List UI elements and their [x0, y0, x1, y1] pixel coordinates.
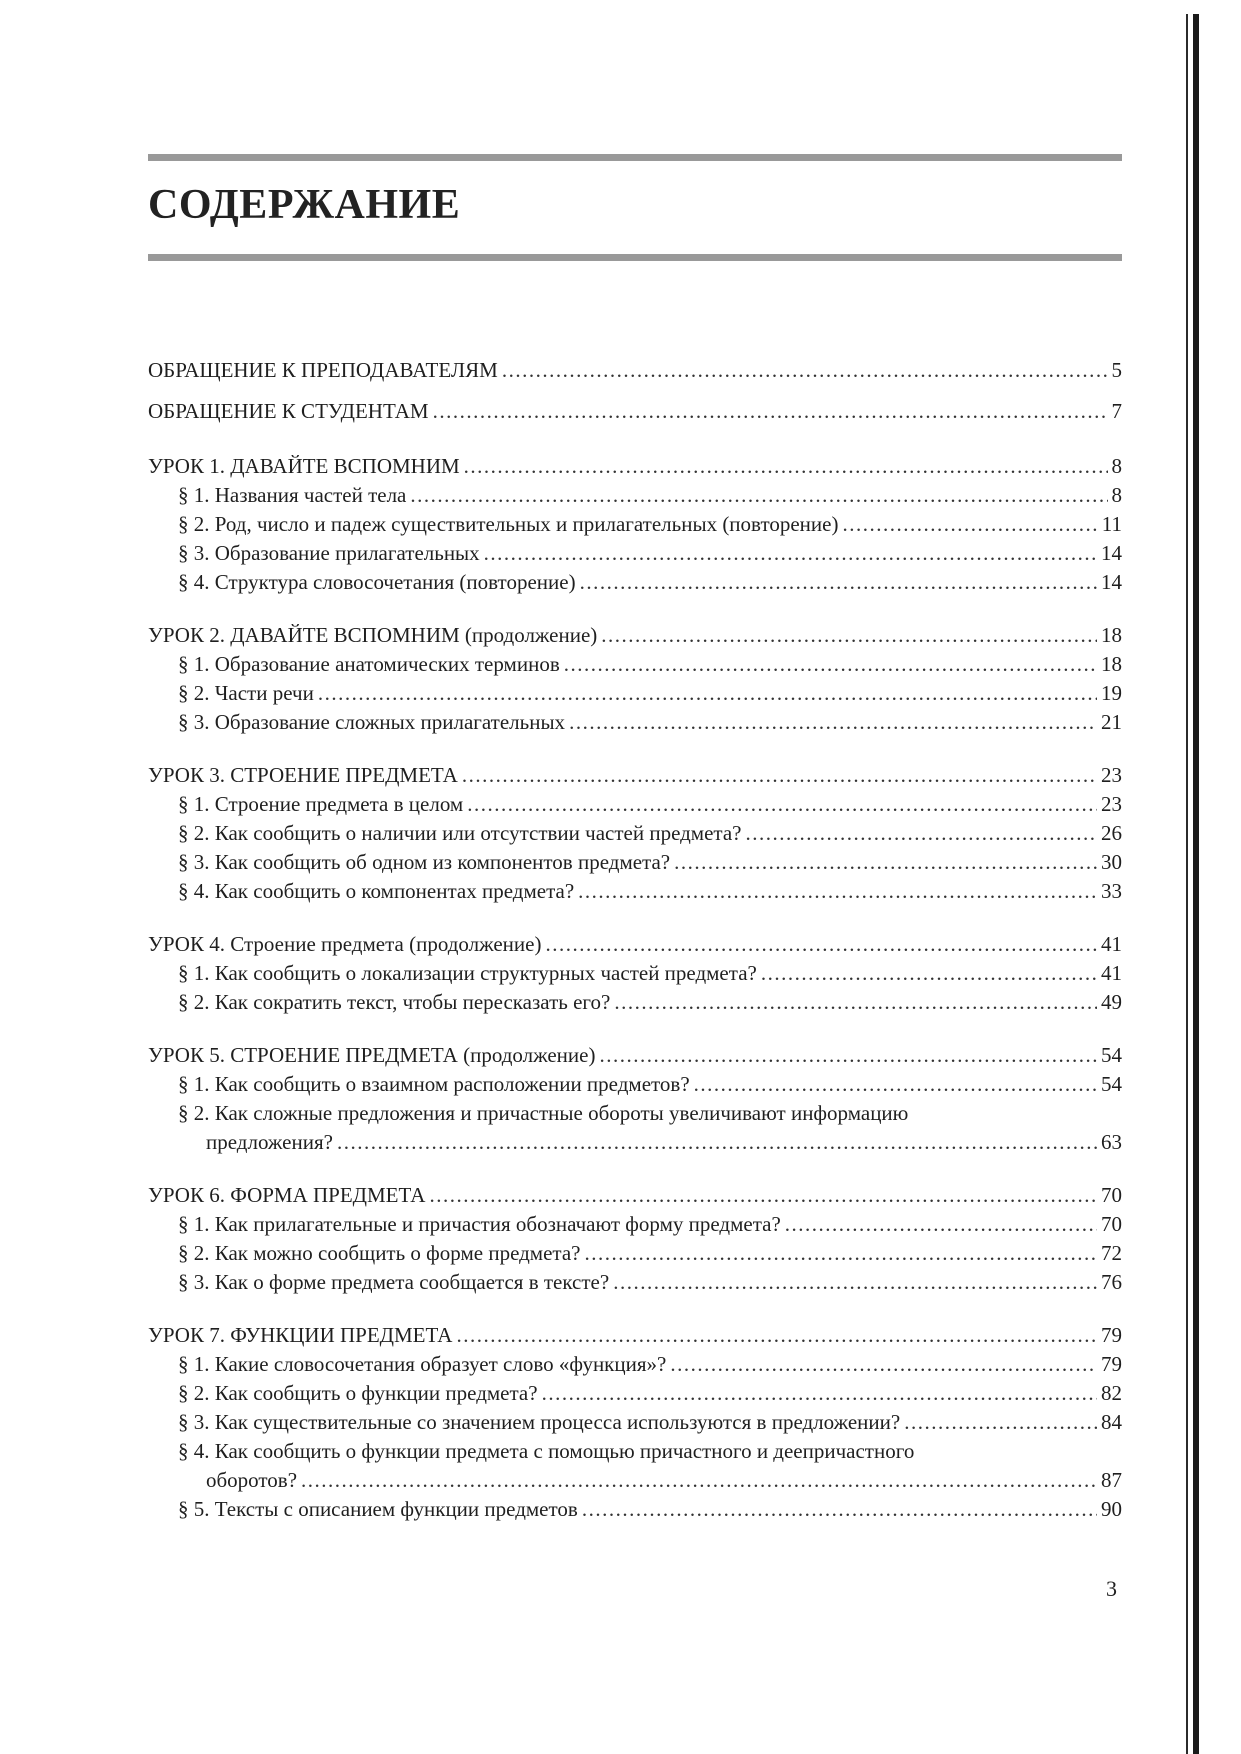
leader-dots [569, 707, 1097, 737]
toc-entry-lesson-2[interactable]: УРОК 2. ДАВАЙТЕ ВСПОМНИМ (продолжение) ..... 18 [148, 620, 1122, 650]
leader-dots [761, 958, 1097, 988]
toc-entry-lesson-3[interactable]: УРОК 3. СТРОЕНИЕ ПРЕДМЕТА ..... 23 [148, 760, 1122, 790]
leader-dots [467, 789, 1097, 819]
title-rule-top [148, 154, 1122, 161]
leader-dots [585, 1238, 1098, 1268]
toc-entry-lesson-2-section-2[interactable]: § 2. Части речи ..... 19 [178, 678, 1122, 708]
toc-entry-lesson-1[interactable]: УРОК 1. ДАВАЙТЕ ВСПОМНИМ ..... 8 [148, 451, 1122, 481]
toc-entry-lesson-3-section-4[interactable]: § 4. Как сообщить о компонентах предмета? ..... 33 [178, 876, 1122, 906]
leader-dots [599, 1040, 1097, 1070]
toc-entry-lesson-6-section-1[interactable]: § 1. Как прилагательные и причастия обозначают форму предмета? ..... 70 [178, 1209, 1122, 1239]
leader-dots [613, 1267, 1097, 1297]
leader-dots [580, 567, 1097, 597]
toc-entry-lesson-6-section-2[interactable]: § 2. Как можно сообщить о форме предмета? ..... 72 [178, 1238, 1122, 1268]
page-title: СОДЕРЖАНИЕ [148, 182, 461, 228]
page-edge-line-thin [1186, 14, 1188, 1754]
toc-entry-lesson-7-section-3[interactable]: § 3. Как существительные со значением процесса используются в предложении? ..... 84 [178, 1407, 1122, 1437]
leader-dots [674, 847, 1097, 877]
toc-entry-lesson-7-section-4-line-2[interactable]: оборотов? ..... 87 [206, 1465, 1122, 1495]
toc-entry-front-teachers[interactable]: ОБРАЩЕНИЕ К ПРЕПОДАВАТЕЛЯМ ..... 5 [148, 355, 1122, 385]
leader-dots [542, 1378, 1097, 1408]
toc-entry-lesson-3-section-3[interactable]: § 3. Как сообщить об одном из компонентов предмета? ..... 30 [178, 847, 1122, 877]
leader-dots [578, 876, 1097, 906]
toc-entry-lesson-1-section-2[interactable]: § 2. Род, число и падеж существительных и прилагательных (повторение) ..... 11 [178, 509, 1122, 539]
leader-dots [785, 1209, 1097, 1239]
leader-dots [582, 1494, 1097, 1524]
leader-dots [301, 1465, 1097, 1495]
toc-entry-lesson-2-section-3[interactable]: § 3. Образование сложных прилагательных ..... 21 [178, 707, 1122, 737]
leader-dots [429, 1180, 1097, 1210]
leader-dots [545, 929, 1097, 959]
title-rule-bottom [148, 254, 1122, 261]
toc-entry-lesson-1-section-4[interactable]: § 4. Структура словосочетания (повторение) ..... 14 [178, 567, 1122, 597]
toc-entry-lesson-3-section-1[interactable]: § 1. Строение предмета в целом ..... 23 [178, 789, 1122, 819]
toc-entry-lesson-2-section-1[interactable]: § 1. Образование анатомических терминов ..... 18 [178, 649, 1122, 679]
toc-entry-lesson-1-section-1[interactable]: § 1. Названия частей тела ..... 8 [178, 480, 1122, 510]
leader-dots [318, 678, 1097, 708]
toc-entry-lesson-6-section-3[interactable]: § 3. Как о форме предмета сообщается в тексте? ..... 76 [178, 1267, 1122, 1297]
toc-entry-lesson-5-section-2-line-2[interactable]: предложения? ..... 63 [206, 1127, 1122, 1157]
leader-dots [601, 620, 1097, 650]
leader-dots [670, 1349, 1097, 1379]
toc-entry-lesson-7-section-4-line-1[interactable]: § 4. Как сообщить о функции предмета с помощью причастного и деепричастного [178, 1439, 915, 1463]
leader-dots [484, 538, 1097, 568]
toc-entry-lesson-3-section-2[interactable]: § 2. Как сообщить о наличии или отсутствии частей предмета? ..... 26 [178, 818, 1122, 848]
leader-dots [456, 1320, 1097, 1350]
toc-entry-lesson-1-section-3[interactable]: § 3. Образование прилагательных ..... 14 [178, 538, 1122, 568]
leader-dots [564, 649, 1097, 679]
toc-entry-lesson-4-section-2[interactable]: § 2. Как сократить текст, чтобы пересказать его? ..... 49 [178, 987, 1122, 1017]
page-edge-line-thick [1193, 14, 1199, 1754]
toc-entry-lesson-5-section-2-line-1[interactable]: § 2. Как сложные предложения и причастные обороты увеличивают информацию [178, 1101, 909, 1125]
leader-dots [904, 1407, 1097, 1437]
leader-dots [746, 818, 1098, 848]
toc-entry-lesson-5-section-1[interactable]: § 1. Как сообщить о взаимном расположении предметов? ..... 54 [178, 1069, 1122, 1099]
toc-entry-lesson-6[interactable]: УРОК 6. ФОРМА ПРЕДМЕТА ..... 70 [148, 1180, 1122, 1210]
leader-dots [842, 509, 1097, 539]
leader-dots [694, 1069, 1097, 1099]
toc-entry-lesson-7-section-2[interactable]: § 2. Как сообщить о функции предмета? ..... 82 [178, 1378, 1122, 1408]
toc-entry-front-students[interactable]: ОБРАЩЕНИЕ К СТУДЕНТАМ ..... 7 [148, 396, 1122, 426]
leader-dots [462, 760, 1097, 790]
leader-dots [614, 987, 1097, 1017]
toc-entry-lesson-7-section-1[interactable]: § 1. Какие словосочетания образует слово «функция»? ..... 79 [178, 1349, 1122, 1379]
toc-entry-lesson-5[interactable]: УРОК 5. СТРОЕНИЕ ПРЕДМЕТА (продолжение) ..... 54 [148, 1040, 1122, 1070]
page-number: 3 [1106, 1576, 1117, 1601]
leader-dots [410, 480, 1107, 510]
leader-dots [502, 355, 1108, 385]
toc-entry-lesson-4-section-1[interactable]: § 1. Как сообщить о локализации структурных частей предмета? ..... 41 [178, 958, 1122, 988]
leader-dots [337, 1127, 1097, 1157]
toc-entry-lesson-7[interactable]: УРОК 7. ФУНКЦИИ ПРЕДМЕТА ..... 79 [148, 1320, 1122, 1350]
toc-entry-lesson-7-section-5[interactable]: § 5. Тексты с описанием функции предметов ..... 90 [178, 1494, 1122, 1524]
toc-entry-lesson-4[interactable]: УРОК 4. Строение предмета (продолжение) ..... 41 [148, 929, 1122, 959]
leader-dots [433, 396, 1108, 426]
leader-dots [464, 451, 1108, 481]
